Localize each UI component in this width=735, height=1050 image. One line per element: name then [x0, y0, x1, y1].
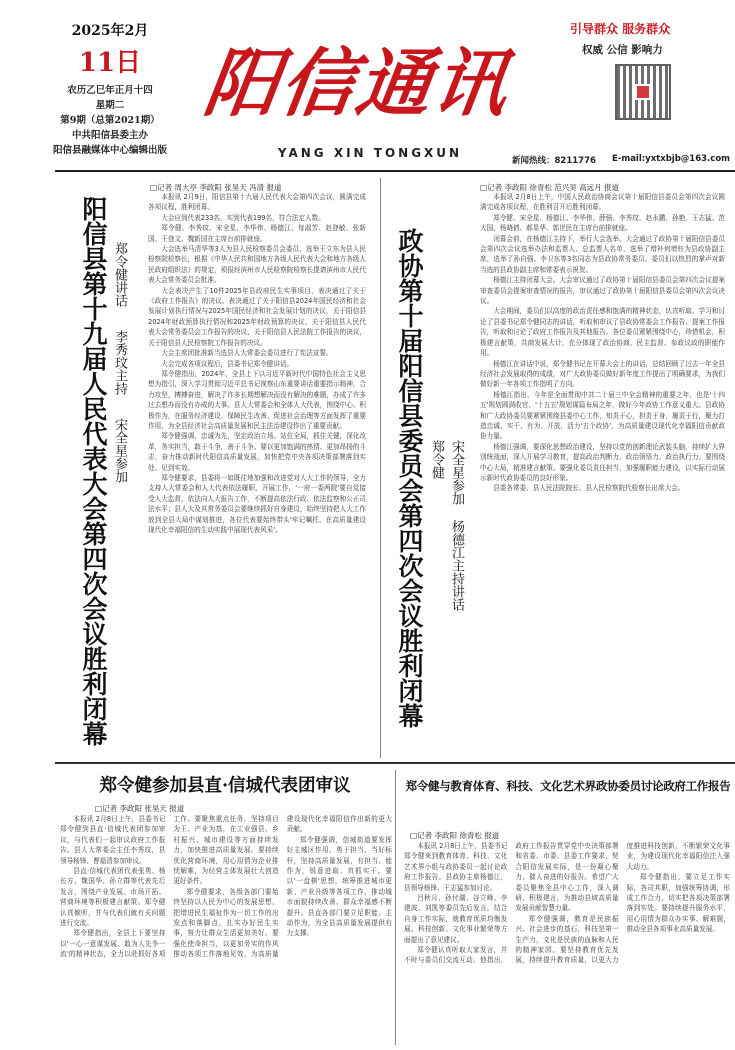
article1-byline: □记者 周大亭 李政阳 张昊天 冯清 报道	[150, 183, 282, 192]
publisher-line-1: 中共阳信县委主办	[71, 130, 148, 141]
article2-headline: 政协第十届阳信县委员会第四次会议胜利闭幕	[395, 228, 424, 728]
column-divider	[380, 178, 381, 758]
article1-headline: 阳信县第十九届人民代表大会第四次会议胜利闭幕	[79, 196, 108, 746]
article3-para: 郑令健要求，各级各部门要始终坚持以人民为中心的发展思想，把增进民生福祉作为一切工作的出发点和落脚点，扎实办好民生实事，努力让群众生活更加美好。要强化使命担当，以更加务实的作风推动各项工作落地见效，为高质量建设现代化幸福阳信作出新的更大贡献。	[173, 815, 392, 959]
issue-day: 11日	[78, 48, 142, 78]
article1-subtitle-1: 郑令健讲话	[112, 242, 127, 307]
article1-para: 大会主席团批准新当选县人大常委会委员进行了宪法宣誓。	[161, 349, 333, 358]
article4-para: 吕秋月、孙付湖、谷立峰、李建波、刘凯等委员先后发言，结合自身工作实际，就教育优质均衡发展、科技创新、文化事业繁荣等方面提出了意见建议。	[404, 894, 508, 944]
article1-body	[148, 192, 366, 752]
article1-para: 郑令健、李秀玟、宋全星、李华伟、杨德江、每淑芳、赵登敏、张新国、王登文、魏新国在主席台前排就座。	[148, 224, 366, 243]
article1-para: 本报讯 2月9日，阳信县第十九届人民代表大会第四次会议，圆满完成各项议程，胜利闭幕。	[148, 193, 366, 212]
article1-para: 大会选举马清华等3人为县人民检察委员会委员，选举王立东为县人民检察院检察长，根据《中华人民共和国地方各级人民代表大会和地方各级人民政府组织法》的规定，须报经滨州市人民检察院检察长提请滨州市人民代表大会常务委员会批准。	[148, 245, 366, 285]
article3-byline: □记者 李政阳 张昊天 报道	[95, 804, 185, 813]
article1-subtitle-3: 宋全星参加	[112, 418, 127, 483]
article2-para: 杨德江指出，今年是全面贯彻中共二十届三中全会精神的重要之年，也是'十四五'规划圆满收官、'十五五'规划谋篇布局之年，做好今年政协工作意义重大。县政协和广大政协委员要紧紧围绕县委中心工作，知责于心，担责于身，履责于行，聚力打造忠诚、实干、有为、开放、活力'五个政协'，为高质量建设现代化幸福阳信贡献政协力量。	[480, 390, 725, 441]
article4-para: 本报讯 2月8日上午，县委书记郑令健来到教育体育、科技、文化艺术界小组与政协委员一起讨论政府工作报告。县政协主席杨德江，县领导杨锋、王志猛参加讨论。	[404, 842, 508, 892]
article3-para: 郑令健强调，信城街道要发挥好主城区作用，勇于担当、当好标杆，坚持高质量发展，有担当、能作为，锐意进取、真抓实干。要以'一盘棋'思想，统筹推进城市更新、产业升级等各项工作，推动城市面貌持续改善、群众幸福感不断提升。县直各部门要立足职能、主动作为，为全县高质量发展提供有力支撑。	[286, 835, 392, 938]
article3-body	[60, 814, 392, 1044]
article2-para: 闭幕会前，在杨德江主持下，举行大会选举。大会通过了政协第十届阳信县委员会第四次会议选举办法和监票人、总监票人名单，选举了增补何增钰为县政协副主席，选举了孙自强、李卫东等3名同志为县政协常务委员。委员们以热烈的掌声对新当选的县政协副主席和常委表示祝贺。	[480, 234, 725, 274]
issue-number: 第9期（总第2021期）	[60, 115, 160, 126]
article4-para: 郑令健强调，教育是民族振兴、社会进步的基石，科技是第一生产力，文化是民族的血脉和人民的精神家园。要坚持教育优先发展，持续提升教育质量，以更大力度推进科技创新，不断繁荣文化事业，为建设现代化幸福阳信注入强大动力。	[515, 842, 730, 965]
article2-para: 杨德江强调，要深化思想政治建设，坚持以党的创新理论武装头脑，持续扩大界别统战面，深入开展学习教育，提高政治判断力、政治领悟力、政治执行力。要围绕中心大局，精准建言献策。要强化委员责任担当，加强履职能力建设，以实际行动展示新时代政协委员的良好形象。	[480, 442, 725, 482]
article3-para: 郑令健指出，全县上下要坚持以'一心一意谋发展、敢为人先争一流'的精神状态，全力以赴抓好各项工作。要聚焦重点任务，坚持项目为王、产业为基，在工业强县、乡村振兴、城市建设等方面持续发力，加快推进高质量发展。要持续优化营商环境，用心用情为企业排忧解难，为经营主体发展壮大创造更好条件。	[60, 815, 279, 959]
section-divider	[55, 762, 735, 764]
article1-para: 郑令健要求，县委将一如既往地加强和改进党对人大工作的领导，全力支持人大常委会和人大代表依法履职，开展工作，'一府一委两院'要自觉接受人大监督，依法向人大报告工作，不断提高依法行政、依法监察和公正司法水平；县人大及其常务委员会要继续抓好自身建设，始终坚持把人大工作放到全县大局中谋划推进，各位代表要始终带头'牢记嘱托、在高质量建设现代化幸福阳信的生动实践中展现代表风采'。	[148, 473, 366, 534]
news-hotline: 新闻热线：8211776	[512, 156, 596, 166]
article2-subtitle-2: 宋全星参加	[449, 440, 464, 505]
qr-code-icon	[615, 64, 671, 120]
article4-para: 郑令健认真听取大家发言，并不时与委员们交流互动。他指出，政府工作报告贯穿党中央决策部署和省委、市委、县委工作要求，契合阳信发展实际，是一份凝心聚力、催人奋进的好报告。希望广大委员聚焦全县中心工作，深入调研、积极建言，为推动县域高质量发展贡献智慧力量。	[404, 842, 619, 965]
article4-para: 郑令健指出，要立足工作实际，各司其职，加强统筹协调，形成工作合力，切实把各项决策部署落到实处。要持续提升服务水平，用心用情为群众办实事、解难题，推动全县各项事业高质量发展。	[626, 873, 730, 934]
slogan: 引导群众 服务群众	[570, 22, 671, 36]
article2-subtitle-1: 郑令健	[429, 440, 444, 479]
article2-para: 县委各常委、县人民法院院长、县人民检察院代检察长出席大会。	[493, 484, 685, 493]
publisher-line-2: 阳信县融媒体中心编辑出版	[52, 145, 167, 156]
article4-byline: □记者 李政阳 徐青松 报道	[410, 831, 500, 840]
masthead	[0, 0, 735, 170]
article2-subtitle-3: 杨德江主持讲话	[449, 520, 464, 611]
article2-para: 杨德江在讲话中说，郑令健书记在开幕大会上的讲话，总结回顾了过去一年全县经济社会发展取得的成绩，对广大政协委员做好新年度工作提出了明确要求，为我们做好新一年各项工作指明了方向。	[480, 359, 725, 389]
article1-para: 郑令健强调，忠诚为先，坚定政治立场。站位全局，抓住关键，深化改革，务实担当，敢于斗争，善于斗争。要以更加饱满的热情、更加昂扬的斗志，奋力推动新时代阳信高质量发展，加快把党中央各项决策部署落到实处、见到实效。	[148, 432, 366, 472]
article2-para: 杨德江主持闭幕大会。大会审议通过了政协第十届阳信县委员会第四次会议提案审查委员会提案审查情况的报告，审议通过了政协第十届阳信县委员会第四次会议决议。	[480, 276, 725, 306]
article4-body	[404, 841, 730, 1044]
article2-para: 本报讯 2月8日上午，中国人民政治协商会议第十届阳信县委员会第四次会议圆满完成各项议程，在胜利召开后胜利闭幕。	[480, 193, 725, 212]
article1-para: 大会表决产生了10件2025年县政府民生实事项目，表决通过了关于《政府工作报告》的决议、表决通过了关于阳信县2024年国民经济和社会发展计划执行情况与2025年国民经济和社会发展计划的决议，关于阳信县2024年财政预算执行情况和2025年财政预算的决议，关于阳信县人民代表大会常务委员会工作报告的决议，关于阳信县人民法院工作报告的决议，关于阳信县人民检察院工作报告的决议。	[148, 286, 366, 347]
article2-byline: □记者 李政阳 徐青松 范兴昊 高远月 报道	[480, 183, 620, 192]
masthead-divider	[55, 170, 735, 172]
article3-para: 本报讯 2月8日上午，县委书记郑令健到县直·信城代表团参加审议，与代表们一起审议政府工作报告。县人大常委会主任李秀玟，县领导杨锋、曹福清参加审议。	[60, 815, 166, 865]
logo-pinyin: YANG XIN TONGXUN	[277, 146, 463, 160]
column-divider	[395, 770, 396, 1045]
article1-para: 郑令健指出，2024年，全县上下以习近平新时代中国特色社会主义思想为指引，深入学习贯彻习近平总书记视察山东重要讲话重要指示精神，合力攻坚，搏搏奋进，解决了许多长期想解决而没有解决的难题，办成了许多过去想办而没有办成的大事。县人大常委会和全体人大代表，围绕中心、积极作为，在服务经济建设、保障民生改善、促进社会治理等方面发挥了重要作用，为全县经济社会高质量发展和民主法治建设作出了重要贡献。	[148, 369, 366, 430]
article1-para: 大会完成各项议程后，县委书记郑令健讲话。	[161, 359, 294, 368]
issue-date: 2025年2月	[71, 23, 149, 39]
article3-headline: 郑令健参加县直·信城代表团审议	[99, 776, 351, 796]
article2-para: 大会期间，委员们以高度的政治责任感和饱满的精神状态，认真听取、学习和讨论了县委书记郑令健同志的讲话，听取和审议了县政协常委会工作报告、提案工作报告，听取和讨论了政府工作报告及其他报告。各位委员紧紧围绕中心，珍惜机会，积极建言献策，共商发展大计，充分体现了政治协商、民主监督、参政议政的职能作用。	[480, 307, 725, 358]
article1-para: 大会应到代表233名，实到代表199名，符合法定人数。	[161, 213, 325, 222]
article1-subtitle-2: 李秀玟主持	[112, 330, 127, 395]
article3-para: 县直·信城代表团代表张勇、杨长方、魏国华、孙立群等代表先后发言，围绕产业发展、市场开拓、营商环境等积极建言献策。郑令健认真倾听，并与代表们就有关问题进行交流。	[60, 867, 166, 928]
contact-email: E-mail:yxtxbjb@163.com	[612, 154, 731, 164]
lunar-date: 农历乙巳年正月十四	[67, 85, 153, 96]
newspaper-logo: 阳信通讯	[198, 41, 516, 127]
article2-body	[480, 192, 725, 752]
article4-headline: 郑令健与教育体育、科技、文化艺术界政协委员讨论政府工作报告	[405, 779, 731, 793]
weekday: 星期二	[95, 100, 125, 111]
article2-para: 郑令健、宋全星、杨德江、李华伟、薛强、李秀玟、赵永鹏、孙艳、王志猛、范大国、杨晓倩、郝显华、郭世民在主席台前排就座。	[480, 213, 725, 233]
slogan-sub: 权威 公信 影响力	[582, 44, 663, 56]
